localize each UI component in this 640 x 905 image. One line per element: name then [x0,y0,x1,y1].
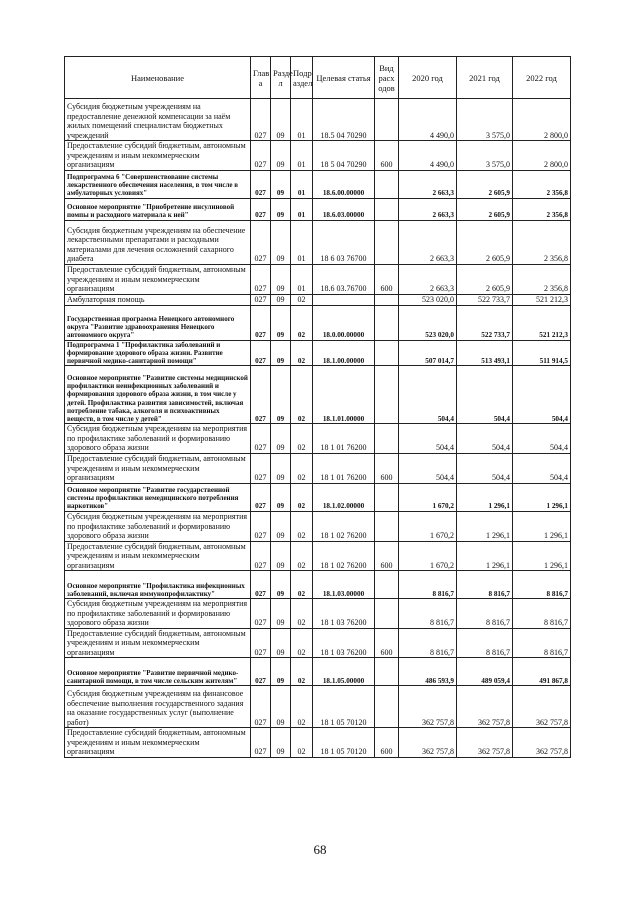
header-podrazdel: Подр аздел [291,57,313,99]
row-podrazdel: 01 [291,99,313,141]
row-razdel: 09 [271,424,291,454]
row-glava: 027 [251,220,271,264]
row-value-2020: 504,4 [399,453,457,483]
row-razdel: 09 [271,220,291,264]
row-podrazdel: 02 [291,686,313,728]
row-value-2022: 1 296,1 [513,483,571,511]
row-vid: 600 [375,728,399,758]
table-header-row [65,57,571,99]
row-value-2021: 8 816,7 [457,628,513,658]
row-value-2022: 8 816,7 [513,628,571,658]
table-row [65,658,571,686]
budget-table-sheet [64,56,570,758]
row-target: 18 1 03 76200 [313,628,375,658]
row-podrazdel: 01 [291,264,313,294]
row-podrazdel: 02 [291,294,313,305]
header-name: Наименование [65,57,251,99]
row-name: Субсидия бюджетным учреждениям на финансовое обеспечение выполнения государственного задания на оказание государственных услуг (выполнение работ) [65,686,251,728]
row-razdel: 09 [271,511,291,541]
row-value-2020: 523 020,0 [399,294,457,305]
table-row [65,424,571,454]
row-razdel: 09 [271,658,291,686]
row-value-2022: 8 816,7 [513,571,571,599]
row-glava: 027 [251,686,271,728]
row-value-2022: 2 356,8 [513,170,571,198]
row-podrazdel: 02 [291,571,313,599]
header-razdel: Разде л [271,57,291,99]
row-target: 18.1.05.00000 [313,658,375,686]
row-value-2021: 504,4 [457,424,513,454]
row-name: Подпрограмма 1 "Профилактика заболеваний и формирование здорового образа жизни. Развитие первичной медико-санитарной помощи" [65,340,251,366]
row-value-2020: 1 670,2 [399,483,457,511]
row-value-2021: 362 757,8 [457,686,513,728]
row-value-2022: 521 212,3 [513,305,571,340]
row-vid: 600 [375,453,399,483]
row-vid [375,340,399,366]
row-target: 18 1 03 76200 [313,599,375,629]
row-vid [375,483,399,511]
row-value-2022: 1 296,1 [513,541,571,571]
row-target: 18 1 01 76200 [313,453,375,483]
row-vid [375,686,399,728]
row-podrazdel: 02 [291,628,313,658]
row-value-2022: 2 356,8 [513,220,571,264]
row-name: Подпрограмма 6 "Совершенствование системы лекарственного обеспечения населения, в том числе в амбулаторных условиях" [65,170,251,198]
row-podrazdel: 02 [291,511,313,541]
row-glava: 027 [251,511,271,541]
row-value-2020: 2 663,3 [399,220,457,264]
row-value-2020: 362 757,8 [399,728,457,758]
table-row [65,541,571,571]
row-value-2020: 1 670,2 [399,541,457,571]
row-value-2021: 2 605,9 [457,264,513,294]
row-razdel: 09 [271,141,291,171]
row-glava: 027 [251,99,271,141]
row-podrazdel: 01 [291,170,313,198]
row-vid [375,294,399,305]
row-glava: 027 [251,571,271,599]
row-value-2022: 2 800,0 [513,141,571,171]
row-podrazdel: 02 [291,340,313,366]
row-value-2021: 2 605,9 [457,220,513,264]
row-name: Предоставление субсидий бюджетным, автономным учреждениям и иным некоммерческим организациям [65,728,251,758]
row-razdel: 09 [271,170,291,198]
row-podrazdel: 02 [291,305,313,340]
row-razdel: 09 [271,99,291,141]
row-target: 18.1.00.00000 [313,340,375,366]
row-value-2022: 511 914,5 [513,340,571,366]
row-razdel: 09 [271,686,291,728]
row-razdel: 09 [271,728,291,758]
row-name: Предоставление субсидий бюджетным, автономным учреждениям и иным некоммерческим организациям [65,141,251,171]
row-razdel: 09 [271,599,291,629]
row-value-2022: 2 356,8 [513,264,571,294]
row-glava: 027 [251,366,271,424]
row-razdel: 09 [271,294,291,305]
row-podrazdel: 01 [291,141,313,171]
row-value-2021: 3 575,0 [457,99,513,141]
row-value-2020: 504,4 [399,366,457,424]
row-razdel: 09 [271,366,291,424]
table-row [65,728,571,758]
header-2021: 2021 год [457,57,513,99]
row-value-2021: 362 757,8 [457,728,513,758]
row-value-2021: 1 296,1 [457,511,513,541]
row-glava: 027 [251,340,271,366]
row-glava: 027 [251,728,271,758]
row-name: Основное мероприятие "Развитие государственной системы профилактики немедицинского потребления наркотиков" [65,483,251,511]
table-row [65,305,571,340]
row-target: 18.5 04 70290 [313,99,375,141]
row-target: 18.1.03.00000 [313,571,375,599]
table-row [65,453,571,483]
row-podrazdel: 02 [291,658,313,686]
row-value-2021: 522 733,7 [457,305,513,340]
row-value-2021: 513 493,1 [457,340,513,366]
row-value-2020: 504,4 [399,424,457,454]
row-name: Субсидия бюджетным учреждениям на мероприятия по профилактике заболеваний и формированию здорового образа жизни [65,511,251,541]
table-row [65,170,571,198]
row-target: 18 1 02 76200 [313,511,375,541]
row-name: Основное мероприятие "Профилактика инфекционных заболеваний, включая иммунопрофилактику" [65,571,251,599]
row-glava: 027 [251,264,271,294]
budget-table [64,56,571,758]
row-value-2022: 2 800,0 [513,99,571,141]
table-row [65,340,571,366]
row-target: 18 6 03 76700 [313,220,375,264]
row-razdel: 09 [271,305,291,340]
row-vid: 600 [375,541,399,571]
row-value-2020: 507 014,7 [399,340,457,366]
row-target: 18.6.00.00000 [313,170,375,198]
row-value-2020: 2 663,3 [399,198,457,220]
row-vid: 600 [375,141,399,171]
row-target: 18.1.01.00000 [313,366,375,424]
row-name: Субсидия бюджетным учреждениям на предоставление денежной компенсации за наём жилых помещений специалистам бюджетных учреждений [65,99,251,141]
table-row [65,99,571,141]
row-value-2020: 2 663,3 [399,170,457,198]
header-glava: Глав а [251,57,271,99]
row-value-2021: 1 296,1 [457,541,513,571]
row-name: Основное мероприятие "Развитие системы медицинской профилактики неинфекционных заболеваний и формирования здорового образа жизни, в том числе у детей. Профилактика развития зависимостей, включая потребление табака, алкоголя и психоактивных веществ, в том числе у детей" [65,366,251,424]
row-glava: 027 [251,658,271,686]
row-razdel: 09 [271,264,291,294]
table-row [65,571,571,599]
table-row [65,628,571,658]
row-value-2021: 8 816,7 [457,599,513,629]
table-body [65,99,571,758]
row-razdel: 09 [271,483,291,511]
row-value-2020: 486 593,9 [399,658,457,686]
header-target: Целевая статья [313,57,375,99]
row-vid [375,571,399,599]
table-row [65,686,571,728]
table-row [65,264,571,294]
row-name: Предоставление субсидий бюджетным, автономным учреждениям и иным некоммерческим организациям [65,264,251,294]
row-name: Предоставление субсидий бюджетным, автономным учреждениям и иным некоммерческим организациям [65,453,251,483]
row-value-2020: 8 816,7 [399,599,457,629]
row-target: 18.0.00.00000 [313,305,375,340]
row-target: 18 1 01 76200 [313,424,375,454]
row-podrazdel: 02 [291,366,313,424]
row-value-2022: 521 212,3 [513,294,571,305]
row-razdel: 09 [271,340,291,366]
row-vid: 600 [375,264,399,294]
row-value-2022: 2 356,8 [513,198,571,220]
row-glava: 027 [251,294,271,305]
row-value-2022: 504,4 [513,424,571,454]
table-row [65,366,571,424]
row-glava: 027 [251,305,271,340]
row-name: Основное мероприятие "Развитие первичной медико-санитарной помощи, в том числе сельским жителям" [65,658,251,686]
table-row [65,220,571,264]
row-target: 18 1 02 76200 [313,541,375,571]
header-vid: Вид расх одов [375,57,399,99]
row-target [313,294,375,305]
row-name: Государственная программа Ненецкого автономного округа "Развитие здравоохранения Ненецкого автономного округа" [65,305,251,340]
table-row [65,599,571,629]
row-value-2020: 8 816,7 [399,571,457,599]
row-vid [375,424,399,454]
page-number: 68 [313,842,327,857]
row-vid [375,198,399,220]
row-name: Предоставление субсидий бюджетным, автономным учреждениям и иным некоммерческим организациям [65,541,251,571]
row-vid [375,220,399,264]
row-value-2021: 8 816,7 [457,571,513,599]
row-podrazdel: 01 [291,198,313,220]
row-podrazdel: 02 [291,483,313,511]
row-glava: 027 [251,141,271,171]
row-razdel: 09 [271,453,291,483]
row-value-2021: 522 733,7 [457,294,513,305]
row-value-2020: 362 757,8 [399,686,457,728]
row-value-2020: 2 663,3 [399,264,457,294]
row-glava: 027 [251,599,271,629]
row-value-2020: 4 490,0 [399,141,457,171]
row-podrazdel: 01 [291,220,313,264]
row-vid [375,511,399,541]
row-value-2022: 1 296,1 [513,511,571,541]
row-value-2021: 504,4 [457,366,513,424]
row-razdel: 09 [271,571,291,599]
row-razdel: 09 [271,198,291,220]
row-name: Амбулаторная помощь [65,294,251,305]
row-podrazdel: 02 [291,728,313,758]
row-vid [375,366,399,424]
row-glava: 027 [251,453,271,483]
row-value-2021: 2 605,9 [457,170,513,198]
row-vid [375,305,399,340]
row-value-2022: 491 867,8 [513,658,571,686]
table-row [65,198,571,220]
header-2022: 2022 год [513,57,571,99]
row-value-2022: 8 816,7 [513,599,571,629]
row-glava: 027 [251,198,271,220]
row-glava: 027 [251,483,271,511]
row-target: 18 1 05 70120 [313,728,375,758]
row-target: 18 5 04 70290 [313,141,375,171]
row-value-2022: 504,4 [513,366,571,424]
row-vid: 600 [375,628,399,658]
row-value-2020: 523 020,0 [399,305,457,340]
row-value-2022: 362 757,8 [513,728,571,758]
row-name: Основное мероприятие "Приобретение инсулиновой помпы и расходного материала к ней" [65,198,251,220]
row-podrazdel: 02 [291,453,313,483]
row-name: Предоставление субсидий бюджетным, автономным учреждениям и иным некоммерческим организациям [65,628,251,658]
table-row [65,511,571,541]
row-name: Субсидия бюджетным учреждениям на обеспечение лекарственными препаратами и расходными материалами для лечения осложнений сахарного диабета [65,220,251,264]
row-value-2022: 362 757,8 [513,686,571,728]
row-target: 18.6 03.76700 [313,264,375,294]
table-row [65,141,571,171]
row-value-2021: 2 605,9 [457,198,513,220]
row-vid [375,599,399,629]
row-value-2020: 1 670,2 [399,511,457,541]
row-value-2021: 489 059,4 [457,658,513,686]
row-name: Субсидия бюджетным учреждениям на мероприятия по профилактике заболеваний и формированию здорового образа жизни [65,424,251,454]
row-vid [375,658,399,686]
header-2020: 2020 год [399,57,457,99]
row-value-2021: 3 575,0 [457,141,513,171]
row-podrazdel: 02 [291,424,313,454]
table-row [65,483,571,511]
row-glava: 027 [251,424,271,454]
row-target: 18 1 05 70120 [313,686,375,728]
row-name: Субсидия бюджетным учреждениям на мероприятия по профилактике заболеваний и формированию здорового образа жизни [65,599,251,629]
row-target: 18.1.02.00000 [313,483,375,511]
row-value-2022: 504,4 [513,453,571,483]
row-target: 18.6.03.00000 [313,198,375,220]
row-razdel: 09 [271,628,291,658]
row-value-2021: 1 296,1 [457,483,513,511]
row-glava: 027 [251,628,271,658]
row-value-2020: 8 816,7 [399,628,457,658]
row-glava: 027 [251,541,271,571]
table-row [65,294,571,305]
row-podrazdel: 02 [291,541,313,571]
row-glava: 027 [251,170,271,198]
row-razdel: 09 [271,541,291,571]
row-value-2021: 504,4 [457,453,513,483]
row-vid [375,170,399,198]
row-podrazdel: 02 [291,599,313,629]
row-value-2020: 4 490,0 [399,99,457,141]
row-vid [375,99,399,141]
